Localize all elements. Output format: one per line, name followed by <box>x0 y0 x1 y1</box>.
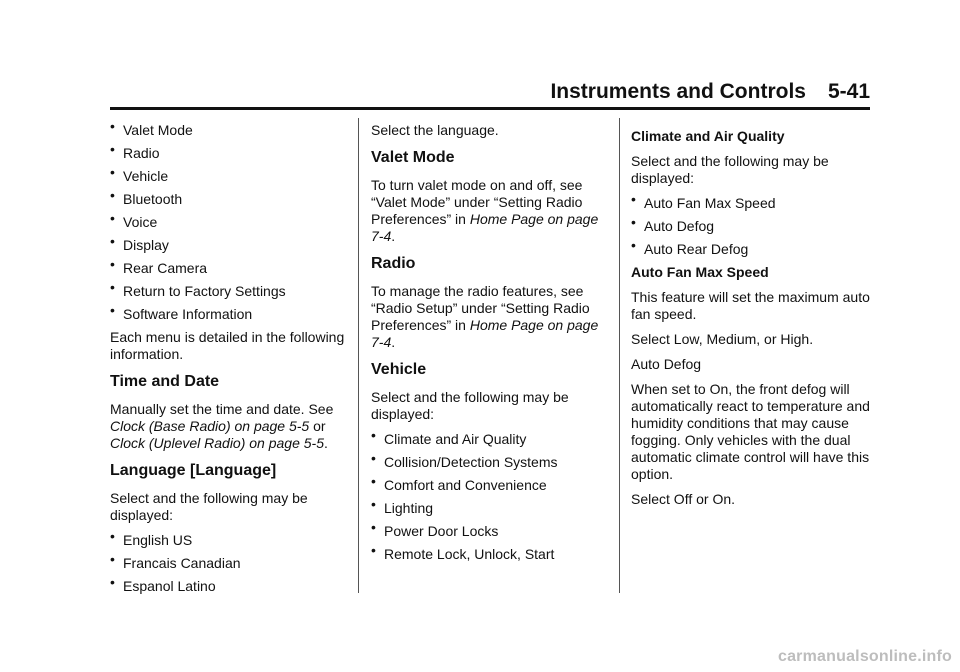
language-text: Select and the following may be displayed: <box>110 490 308 523</box>
list-item-label: Lighting <box>384 500 434 516</box>
list-item <box>110 302 350 323</box>
defog-heading: Auto Defog <box>631 356 702 372</box>
climate-heading: Climate and Air Quality <box>631 128 785 144</box>
radio-text-part: To manage the radio features, see “Radio Setup” under “Setting Radio Preferences” in <box>371 283 590 333</box>
column-1 <box>110 118 350 601</box>
page-number: 5-41 <box>827 80 870 103</box>
period: . <box>391 334 396 350</box>
valet-home-page-link[interactable]: Home Page on page 7-4 <box>371 211 599 244</box>
or-text: or <box>313 418 326 434</box>
fan-text: This feature will set the maximum auto fan speed. <box>631 289 870 322</box>
fan-heading: Auto Fan Max Speed <box>631 264 769 280</box>
climate-text: Select and the following may be displayed: <box>631 153 829 186</box>
list-item <box>110 233 350 254</box>
clock-base-radio-link[interactable]: Clock (Base Radio) on page 5-5 <box>110 418 310 434</box>
list-item-label: Comfort and Convenience <box>384 477 547 493</box>
bullet-icon: • <box>110 256 115 272</box>
list-item-label: Vehicle <box>123 168 169 184</box>
radio-heading: Radio <box>371 255 416 272</box>
valet-text <box>371 177 611 245</box>
bullet-icon: • <box>110 233 115 249</box>
bullet-icon: • <box>371 519 376 535</box>
list-item-label: Collision/Detection Systems <box>384 454 558 470</box>
bullet-icon: • <box>110 141 115 157</box>
column-divider-1 <box>358 118 359 593</box>
list-item-label: Francais Canadian <box>123 555 241 571</box>
list-item-label: Bluetooth <box>123 191 183 207</box>
list-item <box>371 519 611 540</box>
bullet-icon: • <box>371 473 376 489</box>
column-3 <box>631 122 871 516</box>
section-title: Instruments and Controls <box>550 80 806 103</box>
list-item-label: English US <box>123 532 193 548</box>
period: . <box>324 435 328 451</box>
language-heading: Language [Language] <box>110 462 277 479</box>
list-item <box>371 450 611 471</box>
list-item-label: Climate and Air Quality <box>384 431 527 447</box>
list-item-label: Radio <box>123 145 160 161</box>
list-item <box>631 214 871 235</box>
menu-list <box>110 118 350 323</box>
defog-select-text: Select Off or On. <box>631 491 736 507</box>
defog-text: When set to On, the front defog will automatically react to temperature and humidity conditions that may cause fogging. Only vehicles with the dual automatic climate control will have this option. <box>631 381 870 482</box>
time-date-heading: Time and Date <box>110 373 220 390</box>
list-item <box>110 118 350 139</box>
bullet-icon: • <box>110 574 115 590</box>
bullet-icon: • <box>110 164 115 180</box>
list-item <box>631 237 871 258</box>
header-text <box>550 80 870 104</box>
list-item-label: Espanol Latino <box>123 578 216 594</box>
list-item <box>110 141 350 162</box>
bullet-icon: • <box>110 528 115 544</box>
period: . <box>391 228 396 244</box>
list-item-label: Return to Factory Settings <box>123 283 286 299</box>
time-date-text <box>110 401 350 452</box>
climate-list <box>631 191 871 258</box>
bullet-icon: • <box>371 450 376 466</box>
list-item-label: Power Door Locks <box>384 523 499 539</box>
list-item <box>371 427 611 448</box>
list-item-label: Voice <box>123 214 158 230</box>
bullet-icon: • <box>110 118 115 134</box>
bullet-icon: • <box>631 214 636 230</box>
bullet-icon: • <box>110 279 115 295</box>
list-item <box>110 210 350 231</box>
list-item <box>110 164 350 185</box>
valet-heading: Valet Mode <box>371 149 455 166</box>
list-item <box>110 551 350 572</box>
valet-text-part: To turn valet mode on and off, see “Valet Mode” under “Setting Radio Preferences” in <box>371 177 583 227</box>
menu-note: Each menu is detailed in the following information. <box>110 329 345 362</box>
bullet-icon: • <box>631 237 636 253</box>
list-item-label: Auto Rear Defog <box>644 241 749 257</box>
vehicle-text: Select and the following may be displayed: <box>371 389 569 422</box>
bullet-icon: • <box>631 191 636 207</box>
bullet-icon: • <box>110 302 115 318</box>
list-item-label: Remote Lock, Unlock, Start <box>384 546 555 562</box>
language-list <box>110 528 350 595</box>
bullet-icon: • <box>371 427 376 443</box>
list-item <box>371 496 611 517</box>
list-item <box>110 256 350 277</box>
bullet-icon: • <box>110 187 115 203</box>
list-item-label: Auto Defog <box>644 218 715 234</box>
list-item-label: Auto Fan Max Speed <box>644 195 776 211</box>
time-date-text-part: Manually set the time and date. See <box>110 401 334 417</box>
select-language-text: Select the language. <box>371 122 499 138</box>
bullet-icon: • <box>110 551 115 567</box>
fan-select-text: Select Low, Medium, or High. <box>631 331 814 347</box>
list-item <box>631 191 871 212</box>
column-2 <box>371 122 611 569</box>
clock-uplevel-radio-link[interactable]: Clock (Uplevel Radio) on page 5-5 <box>110 435 324 451</box>
column-divider-2 <box>619 118 620 593</box>
list-item <box>110 574 350 595</box>
bullet-icon: • <box>110 210 115 226</box>
vehicle-heading: Vehicle <box>371 361 427 378</box>
watermark: carmanualsonline.info <box>777 648 952 665</box>
page-header <box>110 80 870 106</box>
vehicle-list <box>371 427 611 563</box>
list-item-label: Display <box>123 237 169 253</box>
list-item-label: Valet Mode <box>123 122 193 138</box>
list-item <box>110 528 350 549</box>
list-item-label: Rear Camera <box>123 260 208 276</box>
bullet-icon: • <box>371 542 376 558</box>
list-item <box>110 279 350 300</box>
radio-text <box>371 283 611 351</box>
list-item <box>110 187 350 208</box>
list-item <box>371 542 611 563</box>
radio-home-page-link[interactable]: Home Page on page 7-4 <box>371 317 599 350</box>
list-item-label: Software Information <box>123 306 253 322</box>
header-rule <box>110 107 870 110</box>
bullet-icon: • <box>371 496 376 512</box>
list-item <box>371 473 611 494</box>
